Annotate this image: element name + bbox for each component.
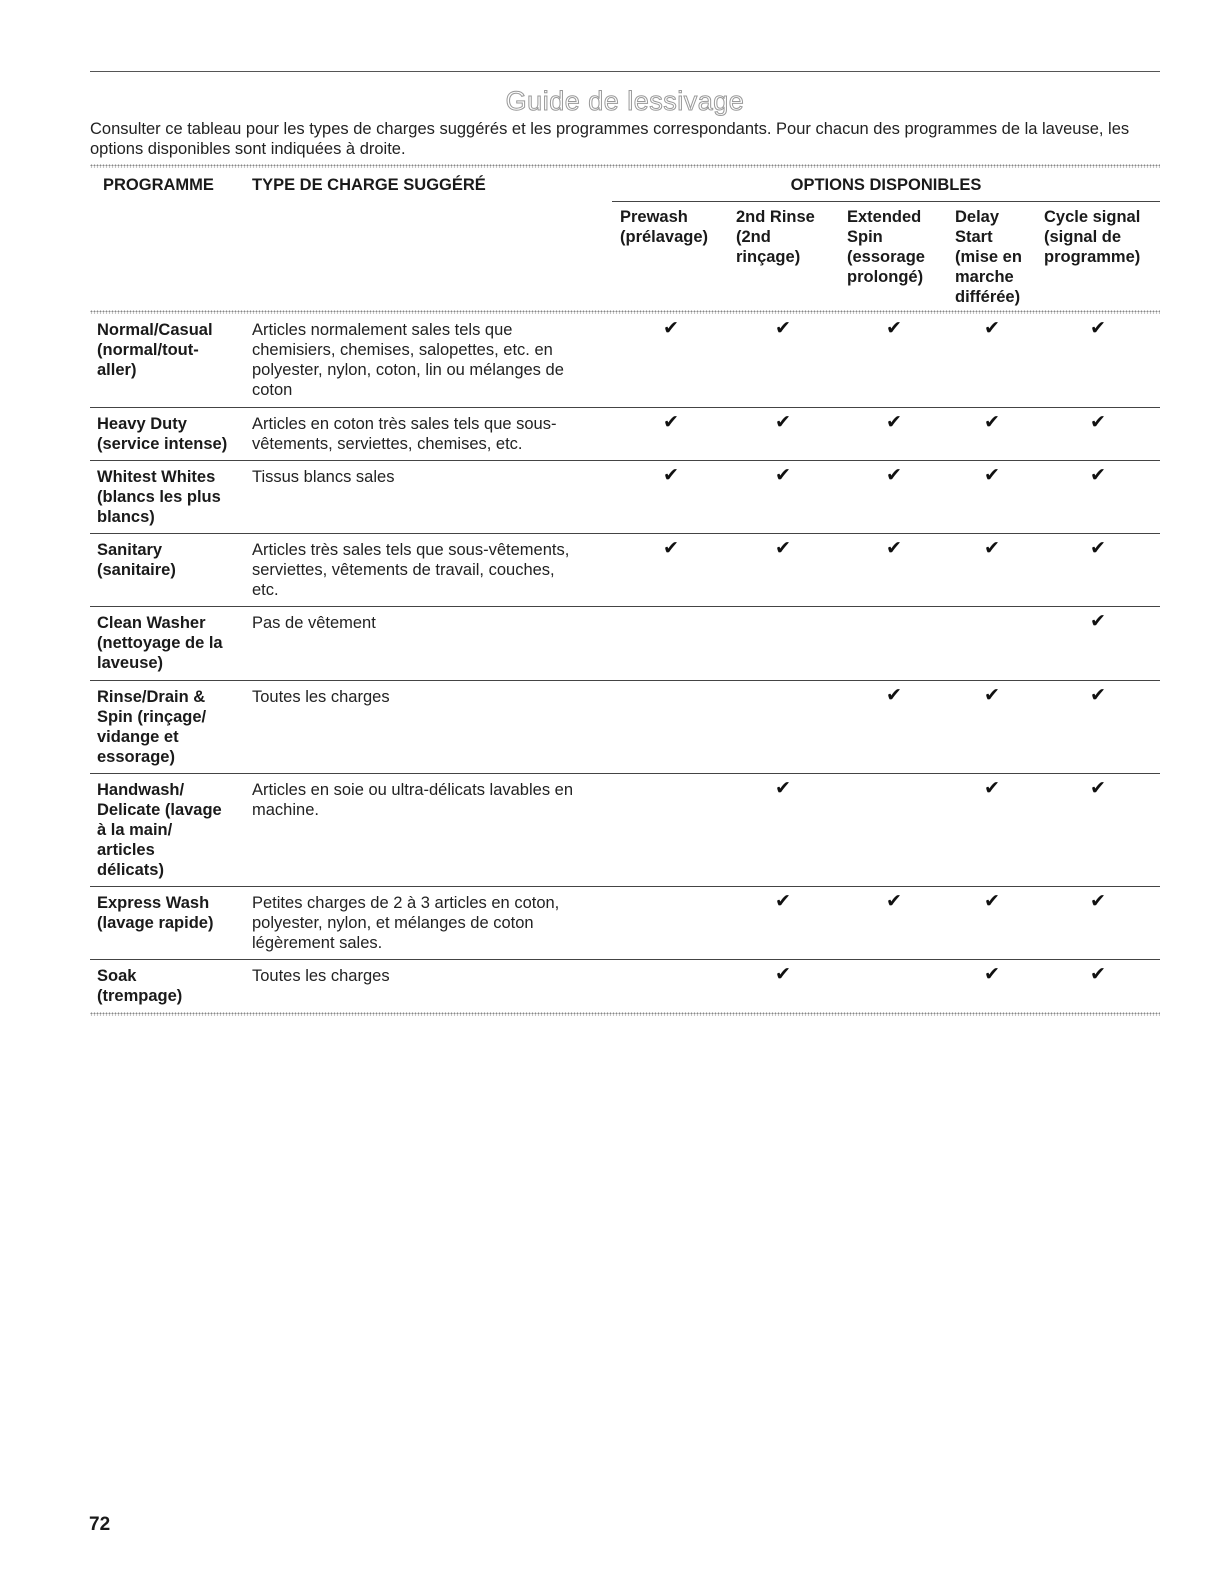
row-divider — [90, 533, 1160, 534]
programme-name: Clean Washer (nettoyage de la laveuse) — [97, 614, 223, 672]
header-top-dotted-rule — [90, 164, 1160, 168]
option-prewash-header: Prewash (prélavage) — [620, 208, 709, 246]
programme-name: Normal/Casual (normal/tout- aller) — [97, 321, 213, 379]
programme-name: Soak (trempage) — [97, 967, 183, 1005]
checkmark-icon: ✔ — [984, 318, 1000, 339]
table-bottom-dotted-rule — [90, 1012, 1160, 1016]
checkmark-icon: ✔ — [775, 778, 791, 799]
checkmark-icon: ✔ — [1090, 318, 1106, 339]
checkmark-icon: ✔ — [775, 891, 791, 912]
checkmark-icon: ✔ — [775, 538, 791, 559]
checkmark-icon: ✔ — [886, 465, 902, 486]
checkmark-icon: ✔ — [1090, 611, 1106, 632]
load-type-description: Toutes les charges — [252, 967, 390, 985]
checkmark-icon: ✔ — [984, 538, 1000, 559]
option-cycle-signal-header: Cycle signal (signal de programme) — [1044, 208, 1141, 266]
programme-name: Whitest Whites (blancs les plus blancs) — [97, 468, 221, 526]
row-divider — [90, 407, 1160, 408]
intro-paragraph: Consulter ce tableau pour les types de charges suggérés et les programmes correspondants. Pour chacun des programmes de la laveuse, les options disponibles sont indiquées à droite. — [90, 120, 1130, 158]
load-type-description: Toutes les charges — [252, 688, 390, 706]
checkmark-icon: ✔ — [663, 412, 679, 433]
checkmark-icon: ✔ — [984, 891, 1000, 912]
checkmark-icon: ✔ — [886, 685, 902, 706]
checkmark-icon: ✔ — [886, 318, 902, 339]
checkmark-icon: ✔ — [886, 891, 902, 912]
programme-name: Rinse/Drain & Spin (rinçage/ vidange et essorage) — [97, 688, 207, 766]
checkmark-icon: ✔ — [775, 465, 791, 486]
load-type-description: Tissus blancs sales — [252, 468, 395, 486]
row-divider — [90, 680, 1160, 681]
checkmark-icon: ✔ — [984, 685, 1000, 706]
checkmark-icon: ✔ — [984, 964, 1000, 985]
programme-name: Sanitary (sanitaire) — [97, 541, 176, 579]
row-divider — [90, 773, 1160, 774]
checkmark-icon: ✔ — [886, 538, 902, 559]
checkmark-icon: ✔ — [886, 412, 902, 433]
checkmark-icon: ✔ — [663, 318, 679, 339]
header-load-type: TYPE DE CHARGE SUGGÉRÉ — [252, 176, 486, 194]
load-type-description: Articles très sales tels que sous-vêtements, serviettes, vêtements de travail, couches, etc. — [252, 541, 570, 599]
checkmark-icon: ✔ — [663, 465, 679, 486]
page-number: 72 — [89, 1514, 111, 1535]
checkmark-icon: ✔ — [1090, 778, 1106, 799]
page-title: Guide de lessivage — [505, 86, 745, 116]
programme-name: Handwash/ Delicate (lavage à la main/ articles délicats) — [97, 781, 222, 879]
load-type-description: Pas de vêtement — [252, 614, 376, 632]
header-bottom-dotted-rule — [90, 310, 1160, 314]
checkmark-icon: ✔ — [984, 465, 1000, 486]
checkmark-icon: ✔ — [775, 412, 791, 433]
checkmark-icon: ✔ — [1090, 538, 1106, 559]
row-divider — [90, 606, 1160, 607]
checkmark-icon: ✔ — [1090, 964, 1106, 985]
option-2nd-rinse-header: 2nd Rinse (2nd rinçage) — [736, 208, 815, 266]
checkmark-icon: ✔ — [775, 318, 791, 339]
load-type-description: Articles normalement sales tels que chemisiers, chemises, salopettes, etc. en polyester, nylon, coton, lin ou mélanges de coton — [252, 321, 564, 399]
checkmark-icon: ✔ — [1090, 412, 1106, 433]
checkmark-icon: ✔ — [984, 778, 1000, 799]
header-options: OPTIONS DISPONIBLES — [790, 176, 982, 194]
option-extended-spin-header: Extended Spin (essorage prolongé) — [847, 208, 925, 286]
row-divider — [90, 886, 1160, 887]
checkmark-icon: ✔ — [1090, 685, 1106, 706]
checkmark-icon: ✔ — [775, 964, 791, 985]
row-divider — [90, 460, 1160, 461]
checkmark-icon: ✔ — [1090, 891, 1106, 912]
programme-name: Express Wash (lavage rapide) — [97, 894, 214, 932]
programme-name: Heavy Duty (service intense) — [97, 415, 228, 453]
options-header-rule — [612, 201, 1160, 202]
row-divider — [90, 959, 1160, 960]
checkmark-icon: ✔ — [663, 538, 679, 559]
load-type-description: Articles en coton très sales tels que sous- vêtements, serviettes, chemises, etc. — [252, 415, 557, 453]
option-delay-start-header: Delay Start (mise en marche différée) — [955, 208, 1022, 306]
checkmark-icon: ✔ — [1090, 465, 1106, 486]
load-type-description: Articles en soie ou ultra-délicats lavables en machine. — [252, 781, 574, 819]
load-type-description: Petites charges de 2 à 3 articles en coton, polyester, nylon, et mélanges de coton légèrement sales. — [252, 894, 560, 952]
checkmark-icon: ✔ — [984, 412, 1000, 433]
header-programme: PROGRAMME — [103, 176, 214, 194]
top-rule — [90, 71, 1160, 72]
